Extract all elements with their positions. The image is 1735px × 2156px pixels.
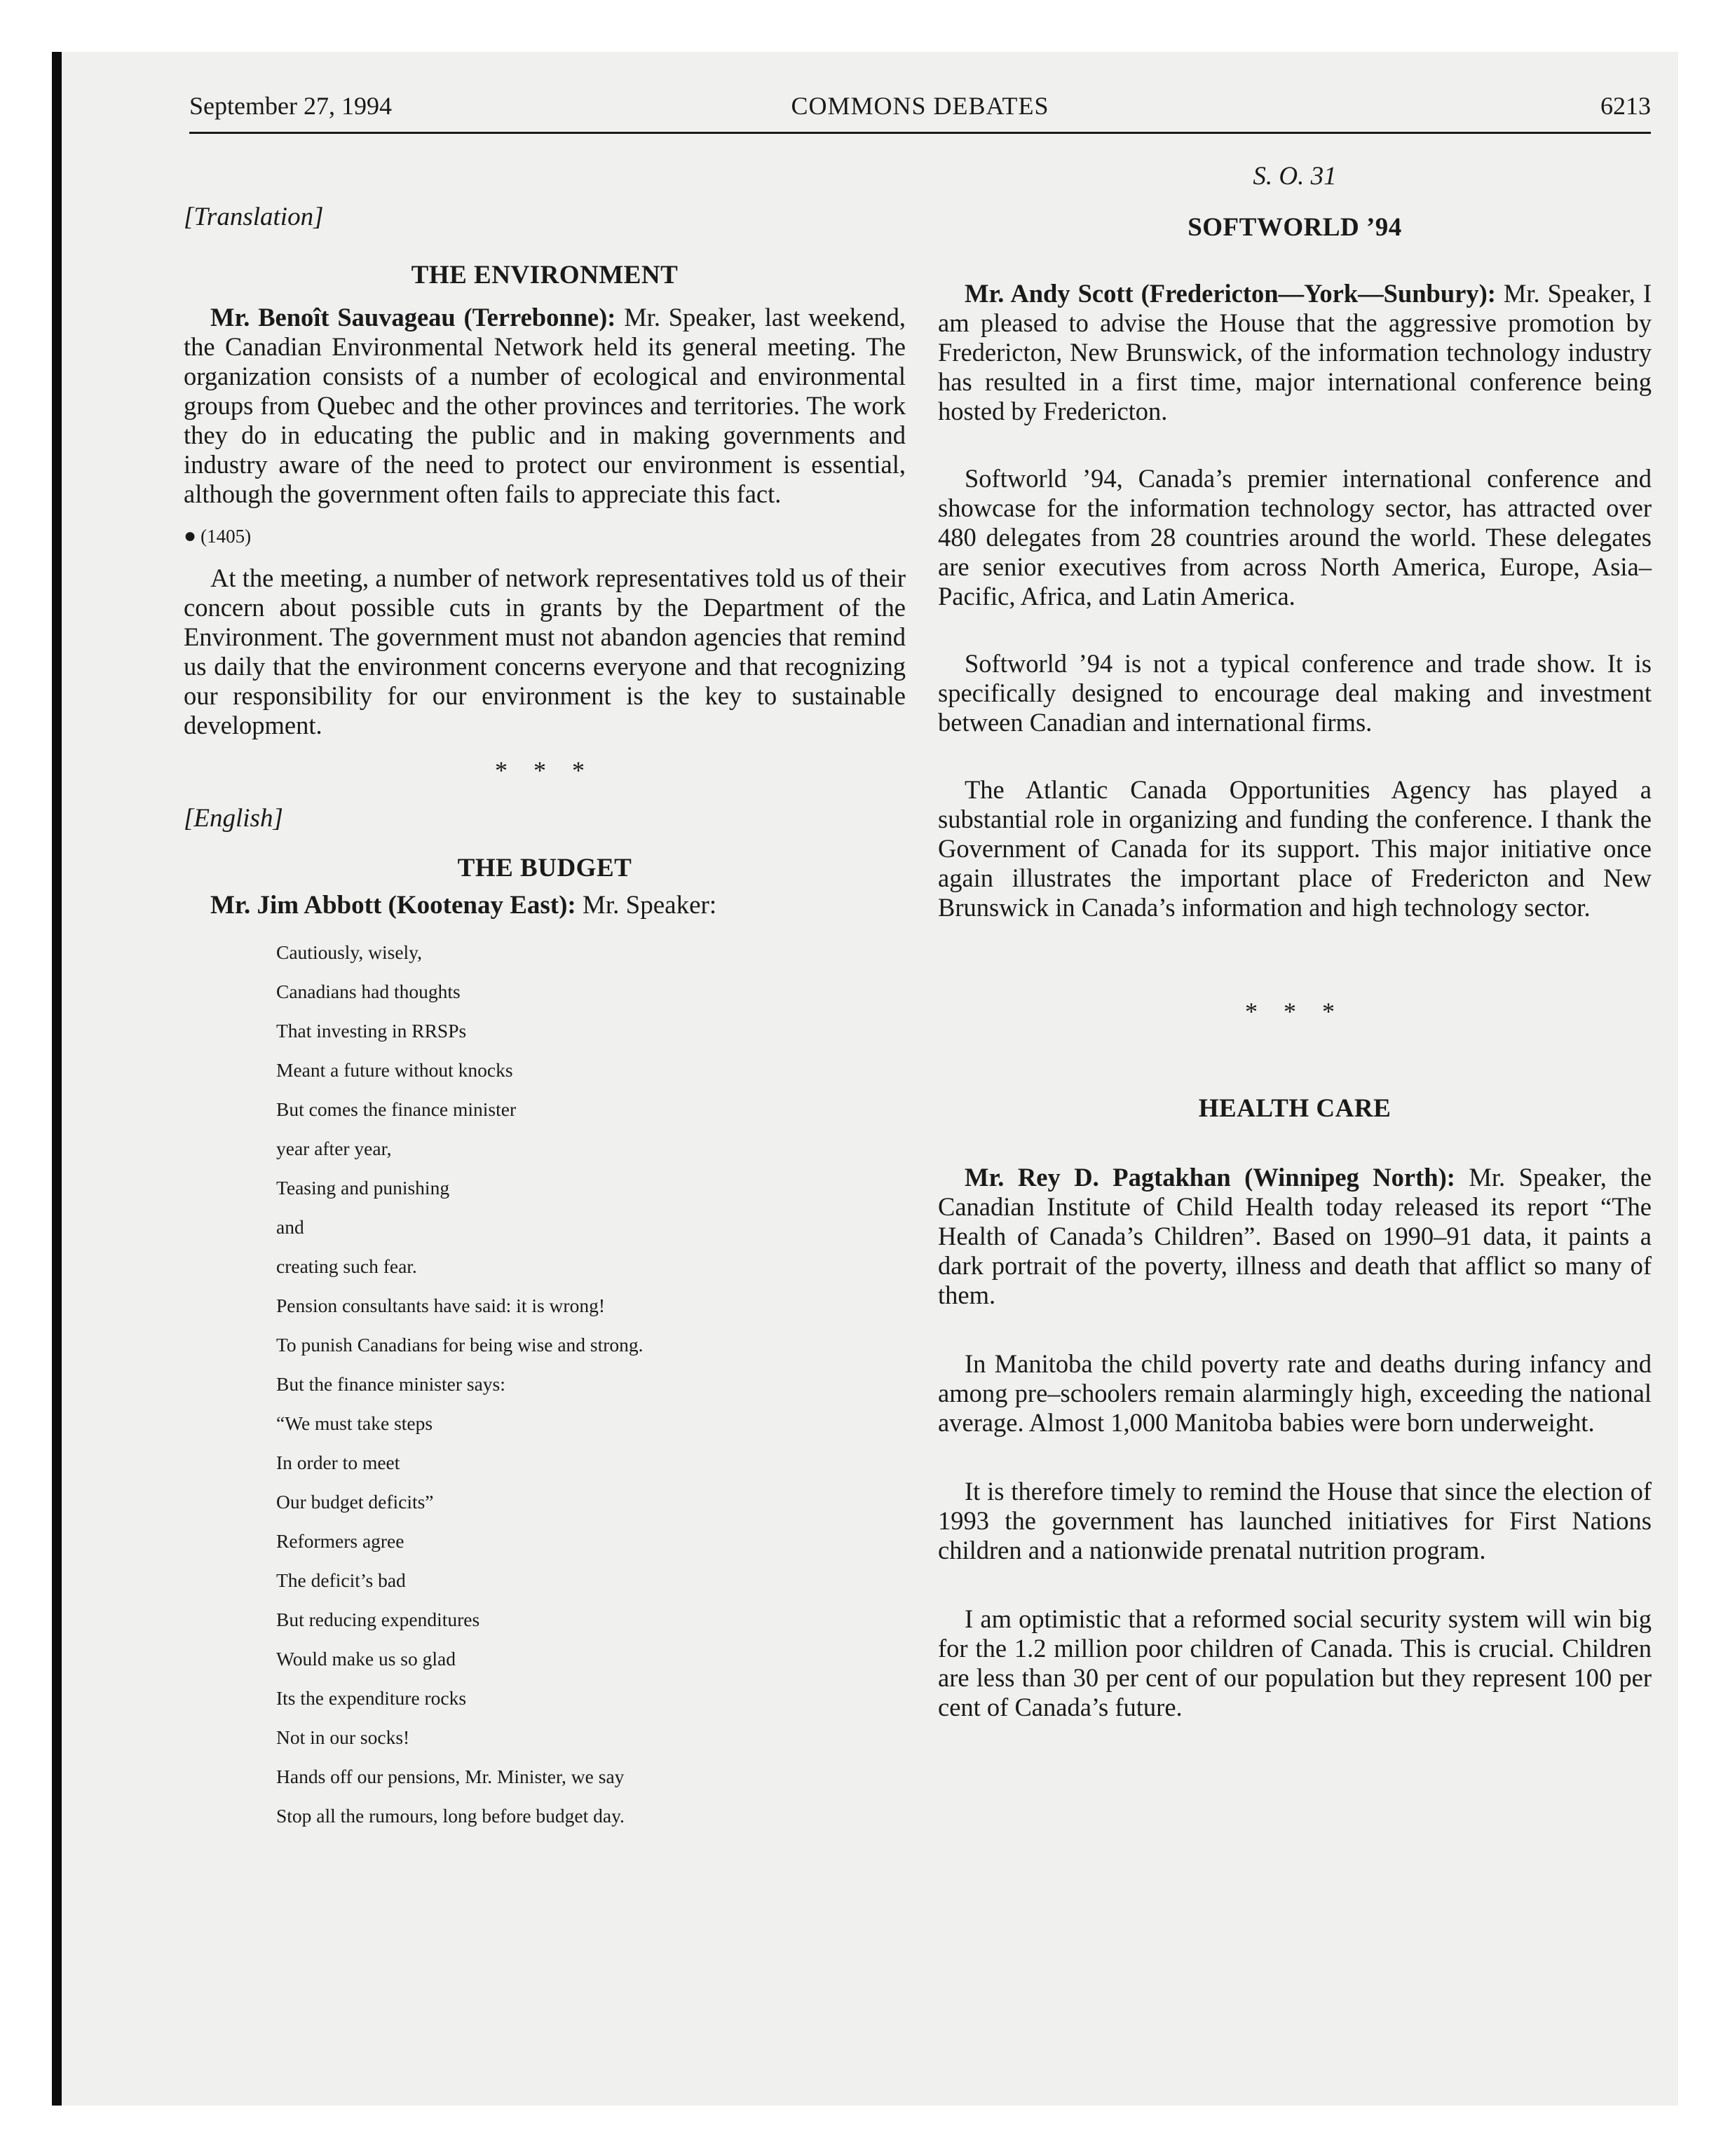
health-text-1: Mr. Speaker, the Canadian Institute of Child Health today released its report “The Health of Canada’s Children”. Based on 1990–91 data, it paints a dark portrait of the poverty, illness and death that afflict so many of them. — [938, 1163, 1652, 1309]
poem-line: Meant a future without knocks — [276, 1059, 513, 1081]
poem-line: year after year, — [276, 1138, 392, 1159]
timestamp — [184, 524, 906, 548]
poem-line: But reducing expenditures — [276, 1609, 480, 1630]
poem-line: creating such fear. — [276, 1255, 417, 1277]
poem-line: Stop all the rumours, long before budget day. — [276, 1805, 625, 1827]
softworld-paragraph-4: The Atlantic Canada Opportunities Agency has played a substantial role in organizing and funding the conference. I thank the Government of Canada for its support. This major initiative once again illustrates the important place of Fredericton and New Brunswick in Canada’s information and high technology sector. — [938, 775, 1652, 922]
budget-speaker: Mr. Jim Abbott (Kootenay East): — [210, 891, 576, 920]
budget-heading: THE BUDGET — [457, 854, 632, 882]
header-page-number: 6213 — [1600, 92, 1651, 120]
translation-label: [Translation] — [184, 203, 324, 231]
poem-line: Not in our socks! — [276, 1726, 410, 1748]
poem-line: Would make us so glad — [276, 1648, 456, 1670]
environment-paragraph-1 — [184, 303, 906, 509]
poem-line: The deficit’s bad — [276, 1569, 406, 1591]
standing-order-label: S. O. 31 — [1253, 162, 1337, 191]
health-paragraph-2: In Manitoba the child poverty rate and deaths during infancy and among pre–schoolers remain alarmingly high, exceeding the national average. Almost 1,000 Manitoba babies were born underweight. — [938, 1349, 1652, 1437]
health-paragraph-3: It is therefore timely to remind the House that since the election of 1993 the government has launched initiatives for First Nations children and a nationwide prenatal nutrition program. — [938, 1477, 1652, 1564]
health-speaker: Mr. Rey D. Pagtakhan (Winnipeg North): — [965, 1163, 1455, 1192]
running-head — [189, 90, 1651, 134]
environment-speaker: Mr. Benoît Sauvageau (Terrebonne): — [210, 303, 616, 332]
budget-speaker-line — [184, 890, 906, 920]
environment-heading: THE ENVIRONMENT — [411, 261, 679, 289]
poem-line: But comes the finance minister — [276, 1098, 517, 1120]
softworld-paragraph-2: Softworld ’94, Canada’s premier international conference and showcase for the information technology sector, has attracted over 480 delegates from 28 countries around the world. These delegates are senior executives from across North America, Europe, Asia–Pacific, Africa, and Latin America. — [938, 464, 1652, 610]
budget-intro: Mr. Speaker: — [583, 891, 717, 920]
poem-line: In order to meet — [276, 1452, 400, 1473]
poem-line: Its the expenditure rocks — [276, 1687, 467, 1709]
softworld-speaker: Mr. Andy Scott (Fredericton—York—Sunbury): — [965, 279, 1496, 308]
health-paragraph-1 — [938, 1163, 1652, 1310]
timestamp-text: (1405) — [200, 526, 252, 547]
poem-line: Reformers agree — [276, 1530, 404, 1552]
poem-line: Canadians had thoughts — [276, 981, 461, 1002]
header-title: COMMONS DEBATES — [791, 92, 1049, 120]
section-separator: * * * — [495, 756, 594, 784]
environment-paragraph-2: At the meeting, a number of network representatives told us of their concern about possible cuts in grants by the Department of the Environment. The government must not abandon agencies that remind us daily that the environment concerns everyone and that recognizing our responsibility for our environment is the key to sustainable development. — [184, 564, 906, 739]
poem-line: Cautiously, wisely, — [276, 941, 423, 963]
poem-line: Pension consultants have said: it is wrong! — [276, 1295, 605, 1316]
poem-line: To punish Canadians for being wise and strong. — [276, 1334, 644, 1356]
bullet-icon: ● — [184, 524, 197, 547]
health-heading: HEALTH CARE — [1198, 1094, 1392, 1123]
softworld-paragraph-1 — [938, 279, 1652, 426]
poem — [276, 933, 906, 1836]
softworld-paragraph-3: Softworld ’94 is not a typical conference and trade show. It is specifically designed to encourage deal making and investment between Canadian and international firms. — [938, 649, 1652, 737]
health-paragraph-4: I am optimistic that a reformed social security system will win big for the 1.2 million poor children of Canada. This is crucial. Children are less than 30 per cent of our population but they represent 100 per cent of Canada’s future. — [938, 1604, 1652, 1721]
environment-text-1: Mr. Speaker, last weekend, the Canadian Environmental Network held its general meeting. The organization consists of a number of ecological and environmental groups from Quebec and the other provinces and territories. The work they do in educating the public and in making governments and industry aware of the need to protect our environment is essential, although the government often fails to appreciate this fact. — [184, 303, 906, 508]
left-column — [184, 140, 906, 1836]
poem-line: and — [276, 1216, 304, 1238]
poem-line: Hands off our pensions, Mr. Minister, we say — [276, 1766, 625, 1787]
softworld-text-1: Mr. Speaker, I am pleased to advise the House that the aggressive promotion by Fredericton, New Brunswick, of the information technology industry has resulted in a first time, major international conference being hosted by Fredericton. — [938, 279, 1652, 425]
softworld-heading: SOFTWORLD ’94 — [1188, 213, 1402, 242]
english-label: [English] — [184, 804, 283, 833]
header-date: September 27, 1994 — [189, 92, 392, 120]
poem-line: But the finance minister says: — [276, 1373, 505, 1395]
right-column — [938, 140, 1652, 1722]
poem-line: Teasing and punishing — [276, 1177, 450, 1199]
poem-line: Our budget deficits” — [276, 1491, 434, 1513]
section-separator-right: * * * — [1245, 997, 1345, 1025]
poem-line: That investing in RRSPs — [276, 1020, 467, 1042]
poem-line: “We must take steps — [276, 1412, 433, 1434]
